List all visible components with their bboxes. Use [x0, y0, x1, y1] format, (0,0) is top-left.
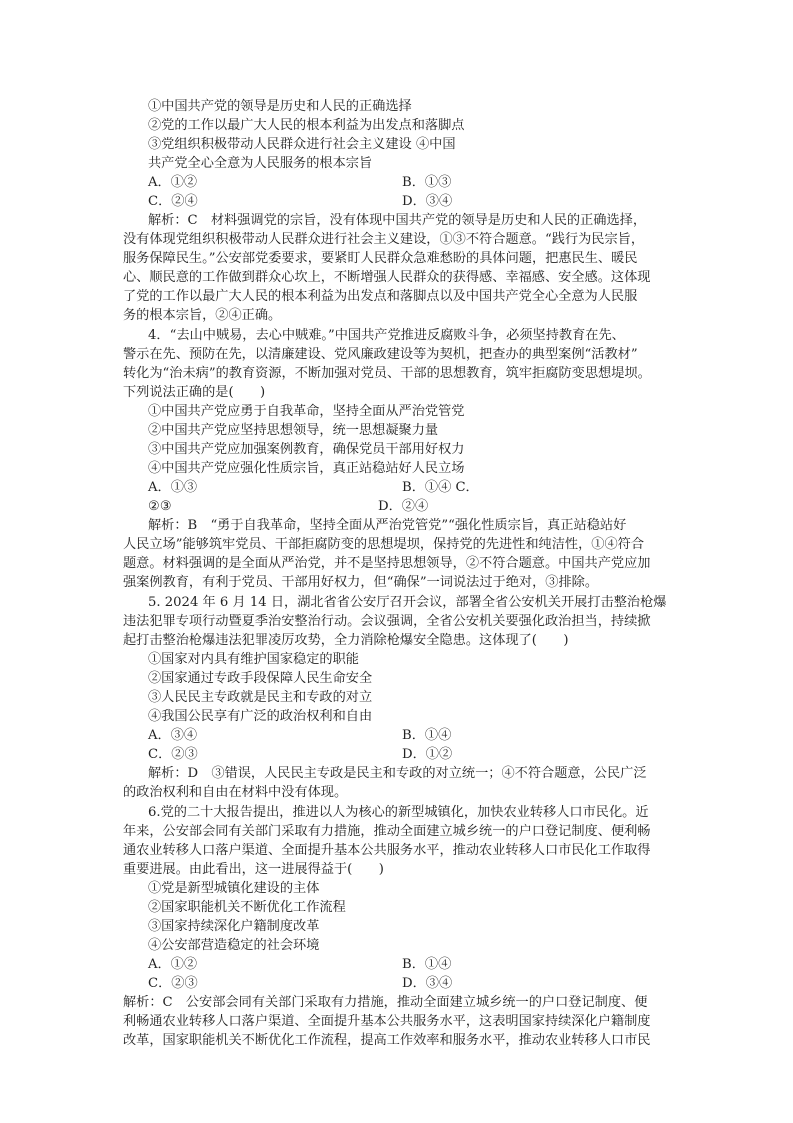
q3-option-4-cont: 共产党全心全意为人民服务的根本宗旨: [148, 156, 373, 171]
q6-choice-a: A．①②: [148, 957, 198, 972]
q5-option-1: ①国家对内具有维护国家稳定的职能: [148, 652, 359, 667]
q3-analysis-line: 心、顺民意的工作做到群众心坎上，不断增强人民群众的获得感、幸福感、安全感。这体现: [123, 270, 651, 285]
q4-choice-a: A．①③: [148, 480, 198, 495]
q3-option-1: ①中国共产党的领导是历史和人民的正确选择: [148, 99, 412, 114]
q4-analysis-line: 题意。材料强调的是全面从严治党，并不是坚持思想领导，②不符合题意。中国共产党应加: [123, 556, 651, 571]
q5-stem-line: 违法犯罪专项行动暨夏季治安整治行动。会议强调，全省公安机关要强化政治担当，持续掀: [123, 614, 651, 629]
q6-stem-line: 年来，公安部会同有关部门采取有力措施，推动全面建立城乡统一的户口登记制度、便利畅: [123, 824, 651, 839]
q3-option-2: ②党的工作以最广大人民的根本利益为出发点和落脚点: [148, 118, 465, 133]
q4-analysis-line: 强案例教育，有利于党员、干部用好权力，但“确保”一词说法过于绝对，③排除。: [123, 575, 599, 590]
q4-stem-line: 4．“去山中贼易，去心中贼难。”中国共产党推进反腐败斗争，必须坚持教育在先、: [148, 328, 625, 343]
q4-analysis-line: 解析：B “勇于自我革命，坚持全面从严治党管党”“强化性质宗旨，真正站稳站好: [148, 518, 627, 533]
q4-option-3: ③中国共产党应加强案例教育，确保党员干部用好权力: [148, 442, 465, 457]
q3-choice-a: A．①②: [148, 175, 198, 190]
q6-stem-line: 6.党的二十大报告提出，推进以人为核心的新型城镇化，加快农业转移人口市民化。近: [148, 805, 649, 820]
q5-choice-c: C．②③: [148, 747, 198, 762]
q6-choice-c: C．②③: [148, 976, 198, 991]
q3-choice-d: D．③④: [402, 194, 453, 209]
q3-analysis-line: 没有体现党组织积极带动人民群众进行社会主义建设，①③不符合题意。“践行为民宗旨，: [123, 232, 645, 247]
q5-option-4: ④我国公民享有广泛的政治权利和自由: [148, 709, 373, 724]
q5-analysis-line: 的政治权利和自由在材料中没有体现。: [123, 785, 348, 800]
q4-stem-line: 转化为“治未病”的教育资源，不断加强对党员、干部的思想教育，筑牢拒腐防变思想堤坝。: [123, 366, 651, 381]
q6-option-3: ③国家持续深化户籍制度改革: [148, 919, 320, 934]
q5-stem-line: 5. 2024 年 6 月 14 日，湖北省省公安厅召开会议，部署全省公安机关开展打击整治枪爆: [148, 595, 667, 610]
q6-choice-d: D．③④: [402, 976, 453, 991]
q6-stem-line: 通农业转移人口落户渠道、全面提升基本公共服务水平，推动农业转移人口市民化工作取得: [123, 843, 651, 858]
q5-option-2: ②国家通过专政手段保障人民生命安全: [148, 671, 373, 686]
q4-choice-b: B．①④ C．: [402, 480, 479, 495]
q5-stem-line: 起打击整治枪爆违法犯罪凌厉攻势，全力消除枪爆安全隐患。这体现了( ): [123, 633, 569, 648]
q4-option-2: ②中国共产党应坚持思想领导，统一思想凝聚力量: [148, 423, 439, 438]
q3-analysis-line: 务的根本宗旨，②④正确。: [123, 308, 282, 323]
q4-option-1: ①中国共产党应勇于自我革命，坚持全面从严治党管党: [148, 404, 465, 419]
q4-choice-d: D．②④: [378, 499, 429, 514]
q3-analysis-line: 解析：C 材料强调党的宗旨，没有体现中国共产党的领导是历史和人民的正确选择，: [148, 213, 647, 228]
q6-option-4: ④公安部营造稳定的社会环境: [148, 938, 320, 953]
q3-analysis-line: 了党的工作以最广大人民的根本利益为出发点和落脚点以及中国共产党全心全意为人民服: [123, 289, 638, 304]
q3-analysis-line: 服务保障民生。”公安部党委要求，要紧盯人民群众急难愁盼的具体问题，把惠民生、暖民: [123, 251, 638, 266]
q5-choice-d: D．①②: [402, 747, 453, 762]
q5-choice-a: A．③④: [148, 728, 198, 743]
q3-choice-c: C．②④: [148, 194, 198, 209]
q6-choice-b: B．①④: [402, 957, 452, 972]
q5-option-3: ③人民民主专政就是民主和专政的对立: [148, 690, 373, 705]
q6-analysis-line: 改革，国家职能机关不断优化工作流程，提高工作效率和服务水平，推动农业转移人口市民: [123, 1033, 651, 1048]
q4-option-4: ④中国共产党应强化性质宗旨，真正站稳站好人民立场: [148, 461, 465, 476]
q4-analysis-line: 人民立场”能够筑牢党员、干部拒腐防变的思想堤坝，保持党的先进性和纯洁性，①④符合: [123, 537, 645, 552]
q5-analysis-line: 解析：D ③错误，人民民主专政是民主和专政的对立统一；④不符合题意，公民广泛: [148, 766, 647, 781]
q4-stem-line: 警示在先、预防在先，以清廉建设、党风廉政建设等为契机，把查办的典型案例“活教材”: [123, 347, 638, 362]
q5-choice-b: B．①④: [402, 728, 452, 743]
q6-analysis-line: 解析：C 公安部会同有关部门采取有力措施，推动全面建立城乡统一的户口登记制度、便: [123, 995, 648, 1010]
q6-option-2: ②国家职能机关不断优化工作流程: [148, 900, 346, 915]
q3-choice-b: B．①③: [402, 175, 452, 190]
q6-analysis-line: 利畅通农业转移人口落户渠道、全面提升基本公共服务水平，这表明国家持续深化户籍制度: [123, 1014, 651, 1029]
q6-stem-line: 重要进展。由此看出，这一进展得益于( ): [123, 862, 384, 877]
q6-option-1: ①党是新型城镇化建设的主体: [148, 881, 320, 896]
q4-stem-line: 下列说法正确的是( ): [123, 385, 266, 400]
q4-choice-c: ②③: [148, 499, 172, 514]
q3-option-3-4: ③党组织积极带动人民群众进行社会主义建设 ④中国: [148, 137, 456, 152]
